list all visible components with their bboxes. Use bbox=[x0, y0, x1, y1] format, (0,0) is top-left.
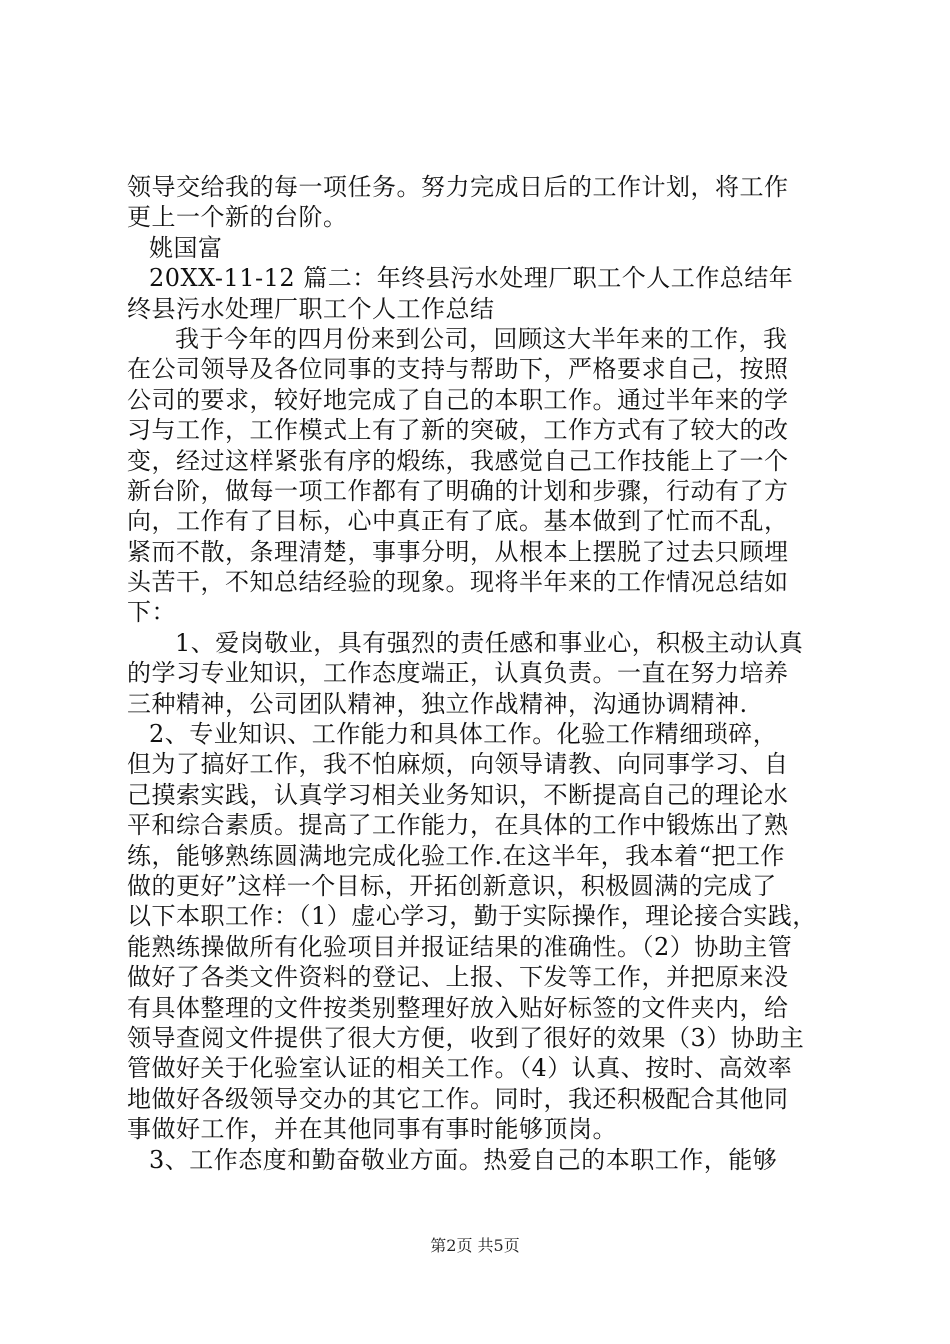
page-footer: 第2页 共5页 bbox=[430, 1236, 520, 1255]
section-heading: 20XX-11-12 篇二：年终县污水处理厂职工个人工作总结年 bbox=[149, 264, 794, 293]
text-line: 但为了搞好工作，我不怕麻烦，向领导请教、向同事学习、自 bbox=[127, 750, 789, 779]
list-item-1: 1、爱岗敬业，具有强烈的责任感和事业心，积极主动认真 bbox=[175, 628, 804, 657]
text-line: 习与工作，工作模式上有了新的突破，工作方式有了较大的改 bbox=[127, 416, 789, 445]
section-heading-continued: 终县污水处理厂职工个人工作总结 bbox=[127, 294, 495, 323]
text-line: 做好了各类文件资料的登记、上报、下发等工作，并把原来没 bbox=[127, 963, 789, 992]
text-line: 管做好关于化验室认证的相关工作。（4）认真、按时、高效率 bbox=[127, 1054, 793, 1083]
text-line: 地做好各级领导交办的其它工作。同时，我还积极配合其他同 bbox=[127, 1084, 789, 1113]
text-line: 三种精神，公司团队精神，独立作战精神，沟通协调精神. bbox=[127, 689, 748, 718]
text-line: 更上一个新的台阶。 bbox=[127, 203, 348, 232]
text-line: 紧而不散，条理清楚，事事分明，从根本上摆脱了过去只顾埋 bbox=[127, 537, 789, 566]
text-line: 下： bbox=[127, 598, 176, 627]
list-item-2: 2、专业知识、工作能力和具体工作。化验工作精细琐碎， bbox=[149, 720, 778, 749]
text-line: 有具体整理的文件按类别整理好放入贴好标签的文件夹内，给 bbox=[127, 993, 789, 1022]
text-line: 以下本职工作：（1）虚心学习，勤于实际操作，理论接合实践， bbox=[127, 902, 817, 931]
text-line: 能熟练操做所有化验项目并报证结果的准确性。（2）协助主管 bbox=[127, 932, 793, 961]
list-item-3: 3、工作态度和勤奋敬业方面。热爱自己的本职工作，能够 bbox=[149, 1145, 778, 1174]
text-line: 做的更好”这样一个目标，开拓创新意识，积极圆满的完成了 bbox=[127, 871, 777, 900]
text-line: 向，工作有了目标，心中真正有了底。基本做到了忙而不乱， bbox=[127, 507, 789, 536]
text-line: 头苦干，不知总结经验的现象。现将半年来的工作情况总结如 bbox=[127, 568, 789, 597]
text-line: 公司的要求，较好地完成了自己的本职工作。通过半年来的学 bbox=[127, 385, 789, 414]
text-line: 事做好工作，并在其他同事有事时能够顶岗。 bbox=[127, 1115, 617, 1144]
signature-name: 姚国富 bbox=[149, 233, 223, 262]
paragraph-start: 我于今年的四月份来到公司，回顾这大半年来的工作，我 bbox=[175, 324, 788, 353]
text-line: 己摸索实践，认真学习相关业务知识，不断提高自己的理论水 bbox=[127, 780, 789, 809]
document-body bbox=[127, 172, 827, 1175]
text-line: 的学习专业知识，工作态度端正，认真负责。一直在努力培养 bbox=[127, 659, 789, 688]
text-line: 变，经过这样紧张有序的煅练，我感觉自己工作技能上了一个 bbox=[127, 446, 789, 475]
text-line: 练，能够熟练圆满地完成化验工作.在这半年，我本着“把工作 bbox=[127, 841, 785, 870]
text-line: 新台阶，做每一项工作都有了明确的计划和步骤，行动有了方 bbox=[127, 476, 789, 505]
text-line: 领导交给我的每一项任务。努力完成日后的工作计划，将工作 bbox=[127, 173, 789, 201]
text-line: 平和综合素质。提高了工作能力，在具体的工作中锻炼出了熟 bbox=[127, 811, 789, 840]
text-line: 在公司领导及各位同事的支持与帮助下，严格要求自己，按照 bbox=[127, 355, 789, 384]
text-line: 领导查阅文件提供了很大方便，收到了很好的效果（3）协助主 bbox=[127, 1023, 805, 1052]
